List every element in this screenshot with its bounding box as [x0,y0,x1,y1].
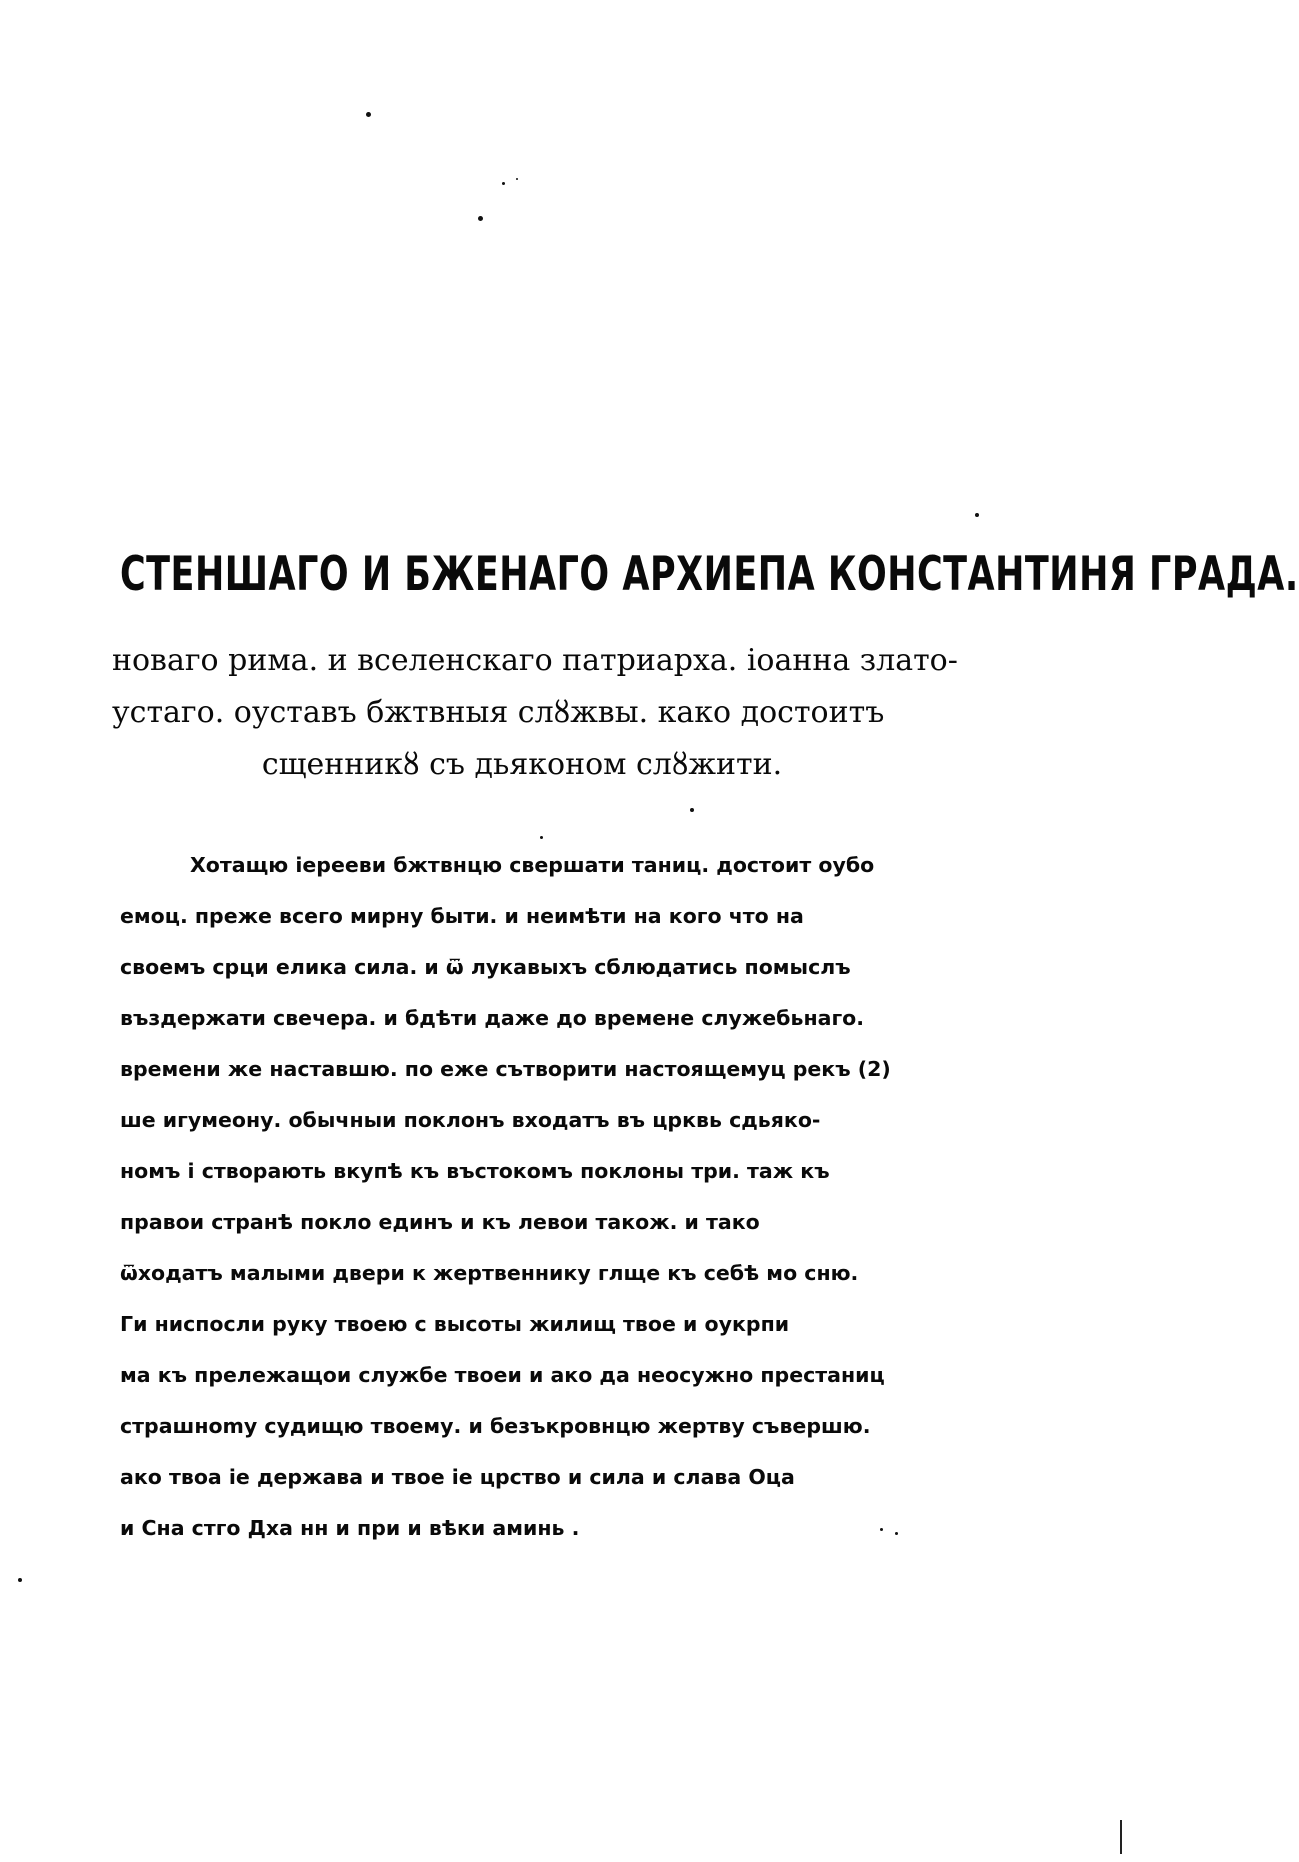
body-line: ѿходатъ малыми двери к жертвеннику глще къ себѣ мо сню. [120,1261,859,1285]
body-paragraph [120,840,920,1554]
body-line: ма къ прележащои службе твоеи и ако да неосужно престаниц [120,1363,885,1387]
print-speck [690,808,694,812]
body-line: страшноmу судищю твоему. и безъкровнцю жертву съвершю. [120,1414,871,1438]
print-speck [366,112,371,117]
body-line: ше игумеону. обычныи поклонъ входатъ въ црквь сдьяко- [120,1108,821,1132]
body-line: времени же наставшю. по еже сътворити настоящемуц рекъ (2) [120,1057,891,1081]
body-line: Хотащю iерееви бжтвнцю свершати таниц. достоит оубо [190,853,875,877]
print-speck [478,216,483,221]
body-line: емоц. преже всего мирну быти. и неимѣти на кого что на [120,904,804,928]
subtitle-line: сщенникȣ съ дьяконом слȣжити. [261,747,783,782]
subtitle-block [112,635,958,791]
print-speck [18,1578,22,1582]
body-line: ако твоа ie держава и твое ie црство и сила и слава Оца [120,1465,795,1489]
subtitle-line: новаго рима. и вселенскаго патриарха. iоанна злато- [112,643,958,678]
print-speck [540,836,543,839]
body-line: Ги ниспосли руку твоею с высоты жилищ твое и оукрпи [120,1312,790,1336]
subtitle-line: устаго. оуставъ бжтвныя слȣжвы. како достоитъ [112,695,885,730]
print-speck [975,513,979,517]
page-heading: СТЕНШАГО И БЖЕНАГО АРХИЕПА КОНСТАНТИНЯ ГРАДА. [120,548,1299,602]
print-speck [516,178,518,180]
page-edge-mark [1120,1820,1122,1854]
body-line: своемъ срци елика сила. и ѿ лукавыхъ сблюдатись помыслъ [120,955,851,979]
body-line: въздержати свечера. и бдѣти даже до времене служебьнаго. [120,1006,865,1030]
print-speck [502,182,505,185]
body-line: правои странѣ покло единъ и къ левои також. и тако [120,1210,760,1234]
body-line: и Сна стго Дха нн и при и вѣки аминь . [120,1516,580,1540]
body-line: номъ і створають вкупѣ къ въстокомъ поклоны три. таж къ [120,1159,830,1183]
